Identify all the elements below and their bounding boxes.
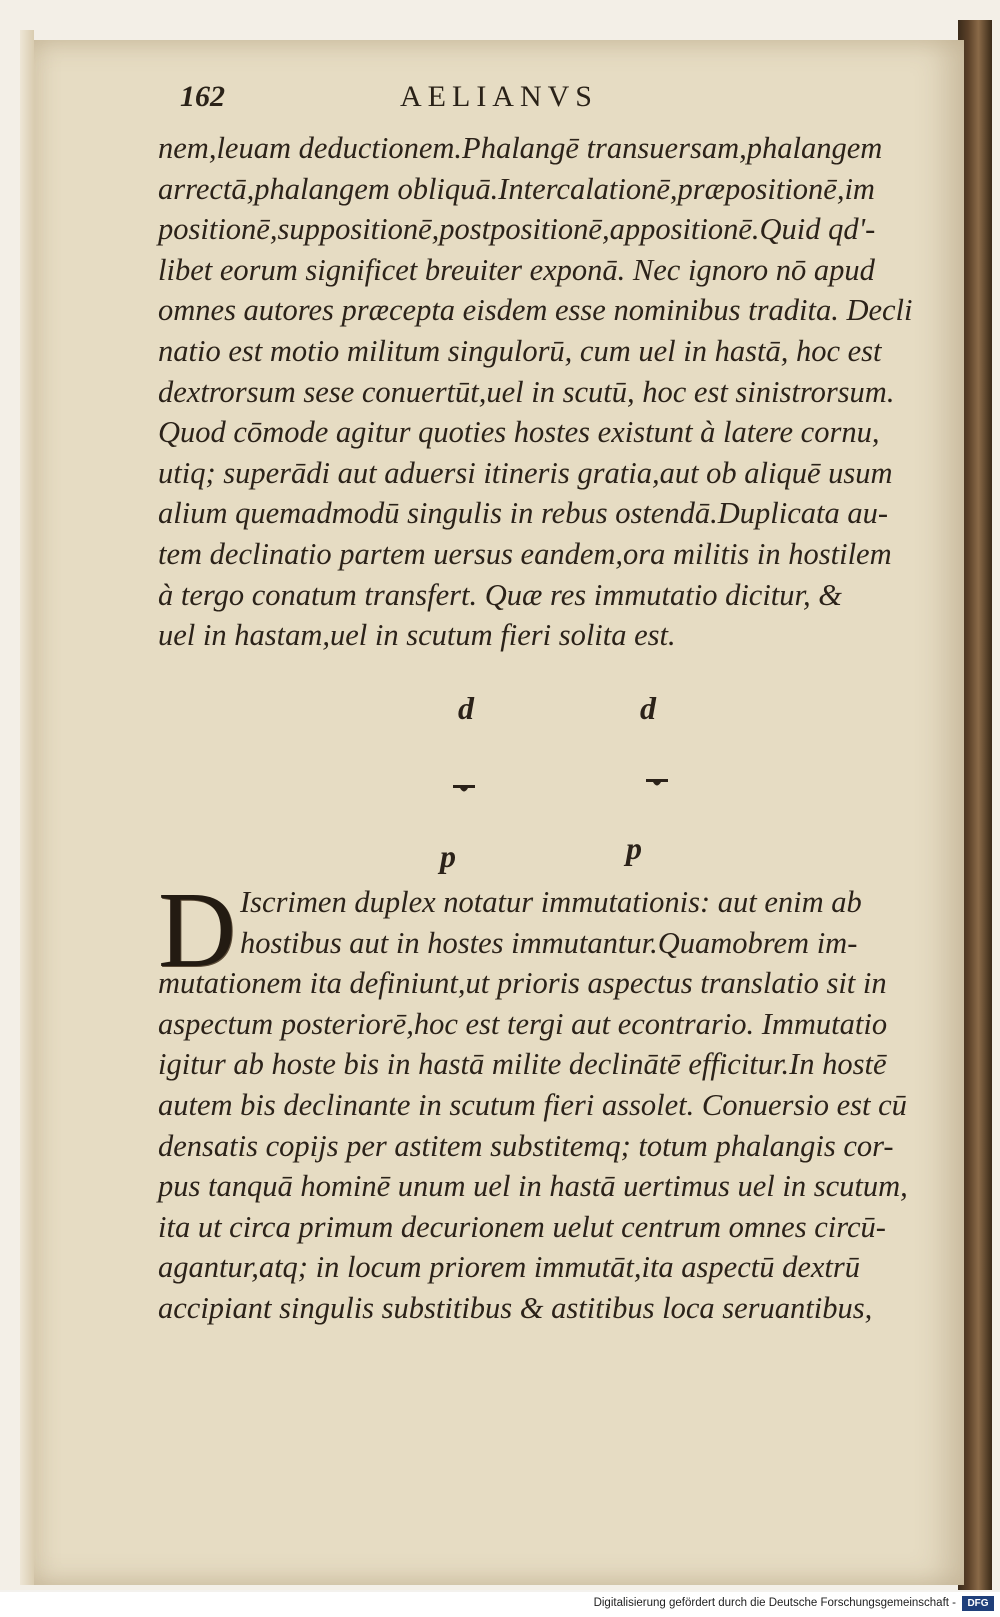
text-line: accipiant singulis substitibus & astitibus loca seruantibus, bbox=[158, 1290, 873, 1325]
text-line: positionē,suppositionē,postpositionē,appositionē.Quid qd'- bbox=[158, 212, 876, 247]
soldier-marker-left bbox=[452, 782, 476, 796]
text-line: omnes autores præcepta eisdem esse nominibus tradita. Decli bbox=[158, 293, 913, 328]
text-line: arrectā,phalangem obliquā.Intercalationē,præpositionē,im bbox=[158, 171, 875, 206]
text-line: Quod cōmode agitur quoties hostes existunt à latere cornu, bbox=[158, 415, 880, 450]
figure-label-p-right: p bbox=[626, 830, 642, 866]
running-head: AELIANVS bbox=[400, 80, 598, 113]
drop-cap-initial: D bbox=[158, 871, 236, 990]
text-line: mutationem ita definiunt,ut prioris aspectus translatio sit in bbox=[158, 966, 887, 1001]
text-line: alium quemadmodū singulis in rebus ostendā.Duplicata au- bbox=[158, 496, 888, 531]
text-line: libet eorum significet breuiter exponā. Nec ignoro nō apud bbox=[158, 252, 875, 287]
formation-diagram bbox=[400, 690, 700, 880]
body-text bbox=[158, 128, 913, 656]
text-line: natio est motio militum singulorū, cum uel in hastā, hoc est bbox=[158, 333, 882, 368]
text-line: utiq; superādi aut aduersi itineris gratia,aut ob aliquē usum bbox=[158, 455, 893, 490]
funding-notice: Digitalisierung gefördert durch die Deutsche Forschungsgemeinschaft - bbox=[593, 1597, 956, 1609]
page-header bbox=[150, 80, 910, 120]
soldier-marker-right bbox=[645, 776, 669, 790]
book-edge-left bbox=[20, 30, 34, 1585]
figure-label-p-left: p bbox=[440, 838, 456, 874]
text-line: hostibus aut in hostes immutantur.Quamobrem im- bbox=[240, 925, 858, 960]
figure-label-d-right: d bbox=[640, 690, 656, 726]
text-line: nem,leuam deductionem.Phalangē transuersam,phalangem bbox=[158, 131, 883, 165]
body-text-2 bbox=[158, 871, 908, 1329]
text-line: Iscrimen duplex notatur immutationis: aut enim ab bbox=[240, 885, 862, 919]
text-line: aspectum posteriorē,hoc est tergi aut econtrario. Immutatio bbox=[158, 1006, 888, 1041]
text-line: uel in hastam,uel in scutum fieri solita est. bbox=[158, 618, 676, 653]
figure-label-d-left: d bbox=[458, 690, 474, 726]
text-line: tem declinatio partem uersus eandem,ora militis in hostilem bbox=[158, 536, 892, 571]
page-number: 162 bbox=[180, 80, 225, 113]
text-line: dextrorsum sese conuertūt,uel in scutū, hoc est sinistrorsum. bbox=[158, 374, 895, 409]
text-line: agantur,atq; in locum priorem immutāt,ita aspectū dextrū bbox=[158, 1250, 861, 1285]
text-line: autem bis declinante in scutum fieri assolet. Conuersio est cū bbox=[158, 1087, 907, 1122]
text-line: igitur ab hoste bis in hastā milite declinātē efficitur.In hostē bbox=[158, 1047, 887, 1082]
text-line: à tergo conatum transfert. Quæ res immutatio dicitur, & bbox=[158, 577, 842, 612]
dfg-logo: DFG bbox=[962, 1596, 994, 1611]
text-line: pus tanquā hominē unum uel in hastā uertimus uel in scutum, bbox=[158, 1169, 908, 1204]
text-line: ita ut circa primum decurionem uelut centrum omnes circū- bbox=[158, 1209, 886, 1244]
text-line: densatis copijs per astitem substitemq; totum phalangis cor- bbox=[158, 1128, 894, 1163]
footer-bar bbox=[0, 1592, 1000, 1617]
